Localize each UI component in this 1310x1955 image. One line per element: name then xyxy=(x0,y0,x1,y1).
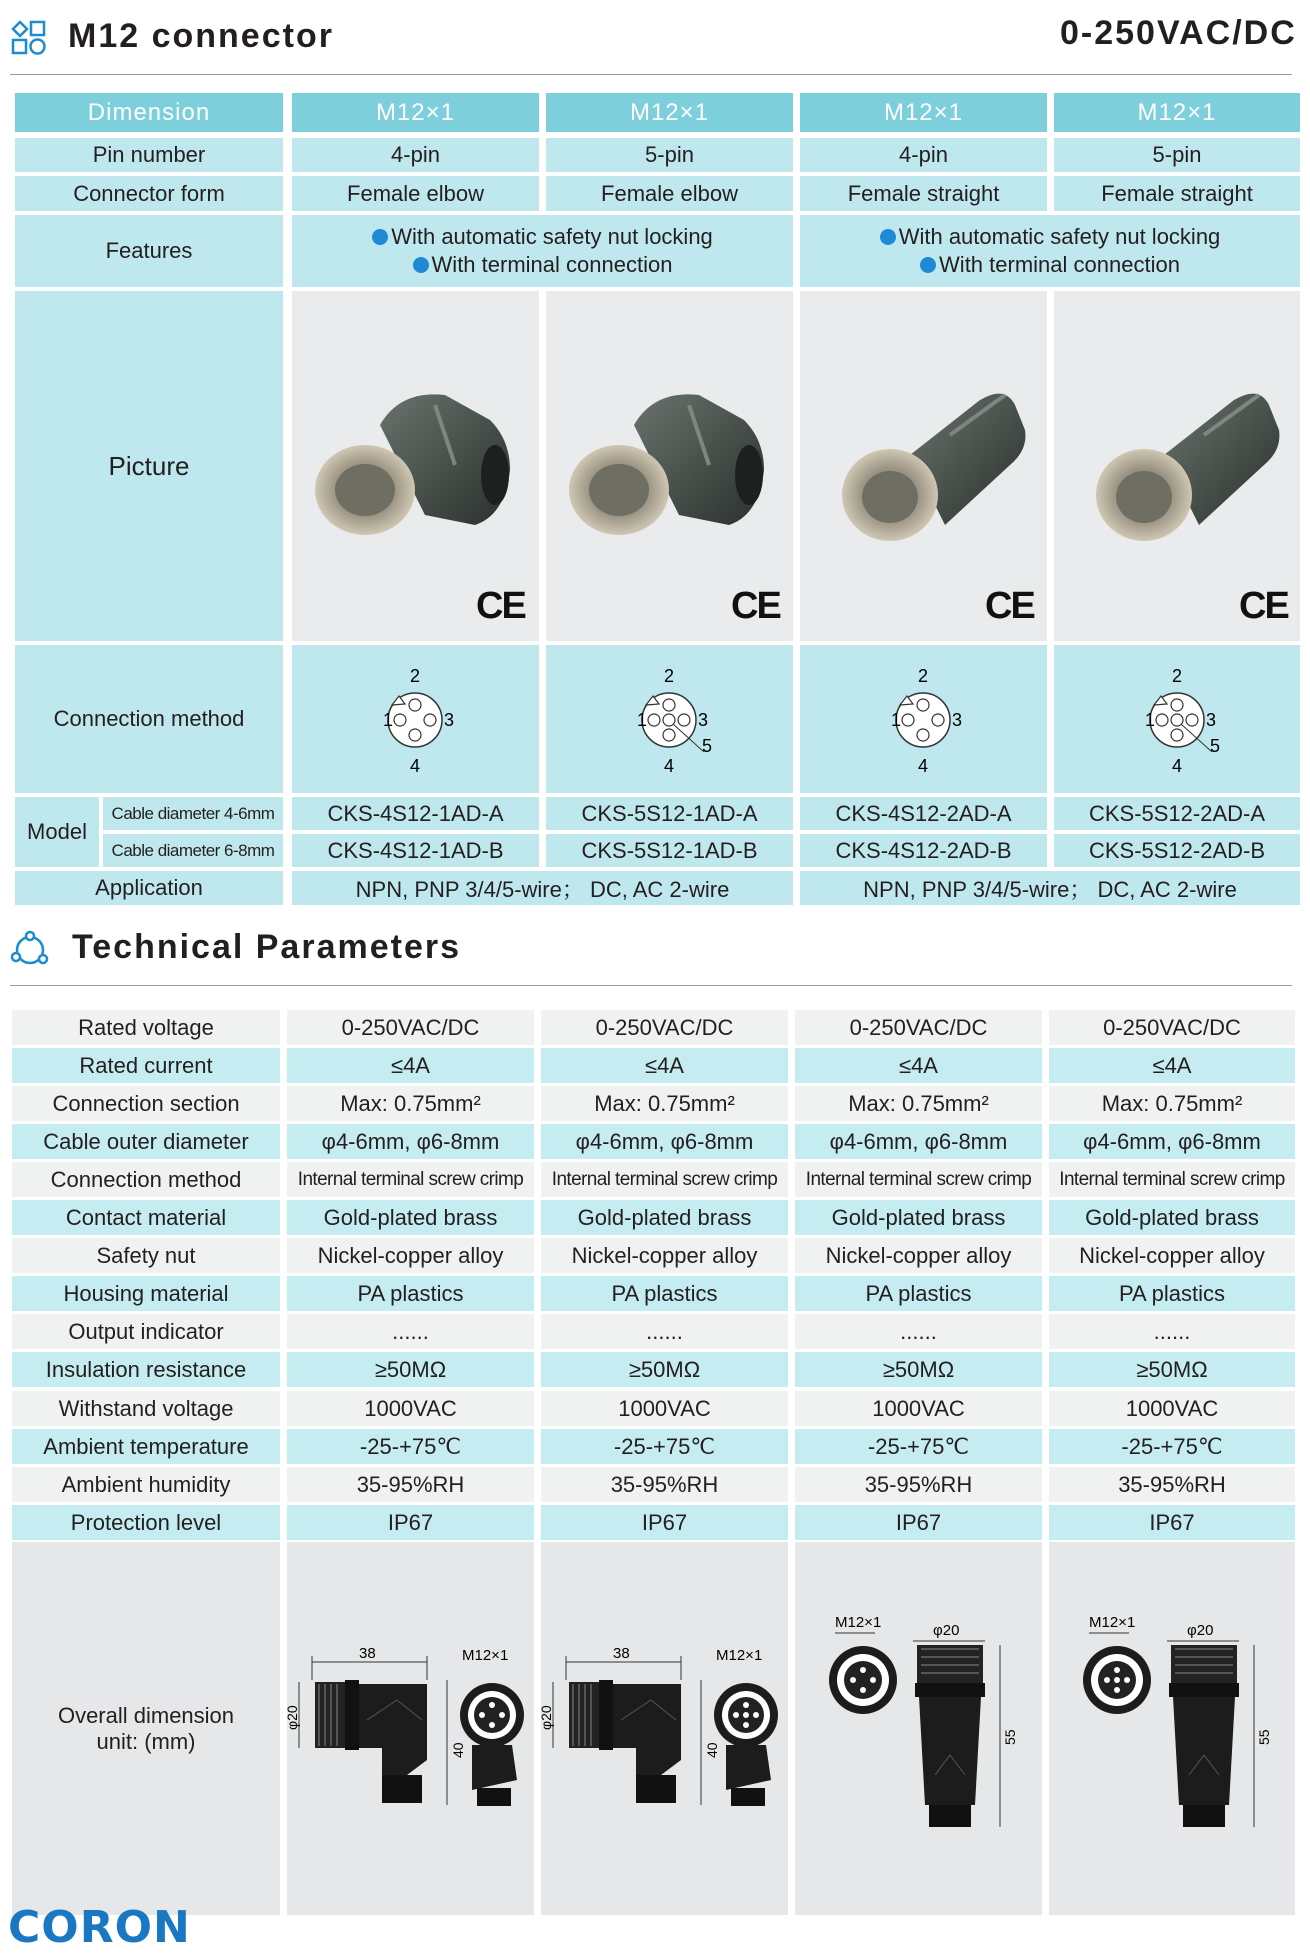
pin-label: 2 xyxy=(664,666,675,686)
param-value: -25-+75℃ xyxy=(287,1429,534,1464)
network-icon xyxy=(10,930,50,970)
param-value: 1000VAC xyxy=(541,1391,788,1426)
svg-text:55: 55 xyxy=(1002,1729,1018,1745)
grid-icon xyxy=(11,20,47,56)
straight-dimension-drawing xyxy=(795,1605,1042,1855)
model-b: CKS-5S12-1AD-B xyxy=(546,834,793,867)
model-a: CKS-5S12-1AD-A xyxy=(546,797,793,830)
pin-number-value: 5-pin xyxy=(546,138,793,172)
model-a: CKS-4S12-1AD-A xyxy=(292,797,539,830)
param-value: φ4-6mm, φ6-8mm xyxy=(795,1124,1042,1159)
svg-text:40: 40 xyxy=(704,1742,720,1758)
param-label: Withstand voltage xyxy=(12,1391,280,1426)
param-label: Housing material xyxy=(12,1276,280,1311)
svg-text:40: 40 xyxy=(450,1742,466,1758)
pin-number-value: 4-pin xyxy=(292,138,539,172)
param-value: Internal terminal screw crimp xyxy=(287,1162,534,1197)
param-value: 0-250VAC/DC xyxy=(1049,1010,1295,1045)
param-value: 35-95%RH xyxy=(541,1467,788,1502)
application-value: NPN, PNP 3/4/5-wire； DC, AC 2-wire xyxy=(800,871,1300,905)
param-value: 0-250VAC/DC xyxy=(287,1010,534,1045)
param-value: 0-250VAC/DC xyxy=(541,1010,788,1045)
straight-connector-photo xyxy=(830,375,1040,555)
svg-text:φ20: φ20 xyxy=(1187,1622,1214,1639)
pin-label: 4 xyxy=(1172,756,1183,776)
pin-label: 5 xyxy=(702,736,713,756)
param-value: 0-250VAC/DC xyxy=(795,1010,1042,1045)
param-value: 1000VAC xyxy=(795,1391,1042,1426)
pin-label: 4 xyxy=(410,756,421,776)
ce-mark: CE xyxy=(985,585,1034,627)
param-label: Insulation resistance xyxy=(12,1352,280,1387)
pin-diagram-5 xyxy=(1117,660,1237,780)
application-label: Application xyxy=(15,871,283,905)
feature-item: With terminal connection xyxy=(413,252,673,278)
dimension-value: M12×1 xyxy=(546,93,793,132)
section-title: M12 connector xyxy=(68,17,334,55)
param-label: Output indicator xyxy=(12,1314,280,1349)
param-value: Internal terminal screw crimp xyxy=(541,1162,788,1197)
param-value: IP67 xyxy=(1049,1505,1295,1540)
param-value: Nickel-copper alloy xyxy=(541,1238,788,1273)
param-value: -25-+75℃ xyxy=(795,1429,1042,1464)
param-value: 35-95%RH xyxy=(795,1467,1042,1502)
features-label: Features xyxy=(15,215,283,287)
param-value: PA plastics xyxy=(1049,1276,1295,1311)
connector-form-value: Female straight xyxy=(1054,176,1300,211)
param-value: -25-+75℃ xyxy=(541,1429,788,1464)
ce-mark: CE xyxy=(1239,585,1288,627)
param-value: ≤4A xyxy=(541,1048,788,1083)
svg-text:φ20: φ20 xyxy=(538,1705,554,1730)
brand-logo: CORON xyxy=(8,1902,191,1953)
straight-connector-photo xyxy=(1084,375,1294,555)
param-value: Gold-plated brass xyxy=(795,1200,1042,1235)
param-value: Internal terminal screw crimp xyxy=(1049,1162,1295,1197)
elbow-dimension-drawing xyxy=(538,1640,788,1820)
pin-number-value: 4-pin xyxy=(800,138,1047,172)
param-value: φ4-6mm, φ6-8mm xyxy=(1049,1124,1295,1159)
param-value: 35-95%RH xyxy=(1049,1467,1295,1502)
param-value: ...... xyxy=(287,1314,534,1349)
dimension-value: M12×1 xyxy=(292,93,539,132)
svg-text:M12×1: M12×1 xyxy=(716,1647,763,1664)
param-value: ...... xyxy=(795,1314,1042,1349)
model-b: CKS-4S12-1AD-B xyxy=(292,834,539,867)
dimension-label-cell: Overall dimension unit: (mm) xyxy=(12,1542,280,1915)
param-value: ≥50MΩ xyxy=(1049,1352,1295,1387)
pin-label: 1 xyxy=(1145,710,1156,730)
param-value: IP67 xyxy=(287,1505,534,1540)
section-title: Technical Parameters xyxy=(72,928,461,966)
param-label: Connection section xyxy=(12,1086,280,1121)
pin-diagram-4 xyxy=(863,660,983,780)
pin-label: 4 xyxy=(918,756,929,776)
pin-label: 3 xyxy=(952,710,963,730)
param-value: φ4-6mm, φ6-8mm xyxy=(287,1124,534,1159)
model-label: Model xyxy=(15,797,99,867)
model-b: CKS-4S12-2AD-B xyxy=(800,834,1047,867)
param-value: ...... xyxy=(1049,1314,1295,1349)
svg-text:φ20: φ20 xyxy=(933,1622,960,1639)
bullet-dot-icon xyxy=(372,229,388,245)
ce-mark: CE xyxy=(476,585,525,627)
param-value: PA plastics xyxy=(287,1276,534,1311)
application-value: NPN, PNP 3/4/5-wire； DC, AC 2-wire xyxy=(292,871,793,905)
connector-form-value: Female straight xyxy=(800,176,1047,211)
pin-label: 3 xyxy=(444,710,455,730)
param-value: IP67 xyxy=(795,1505,1042,1540)
bullet-dot-icon xyxy=(413,257,429,273)
pin-number-value: 5-pin xyxy=(1054,138,1300,172)
param-value: Gold-plated brass xyxy=(287,1200,534,1235)
param-value: 1000VAC xyxy=(1049,1391,1295,1426)
feature-item: With terminal connection xyxy=(920,252,1180,278)
param-value: ≥50MΩ xyxy=(287,1352,534,1387)
param-label: Ambient humidity xyxy=(12,1467,280,1502)
svg-text:38: 38 xyxy=(613,1645,630,1662)
pin-label: 2 xyxy=(410,666,421,686)
bullet-dot-icon xyxy=(920,257,936,273)
param-value: Gold-plated brass xyxy=(541,1200,788,1235)
param-value: ≤4A xyxy=(795,1048,1042,1083)
param-value: Internal terminal screw crimp xyxy=(795,1162,1042,1197)
picture-label: Picture xyxy=(15,291,283,641)
param-value: Max: 0.75mm² xyxy=(287,1086,534,1121)
pin-label: 1 xyxy=(637,710,648,730)
model-a: CKS-4S12-2AD-A xyxy=(800,797,1047,830)
dimension-value: M12×1 xyxy=(800,93,1047,132)
param-value: ≥50MΩ xyxy=(795,1352,1042,1387)
elbow-connector-photo xyxy=(305,375,525,555)
param-value: IP67 xyxy=(541,1505,788,1540)
param-value: PA plastics xyxy=(541,1276,788,1311)
param-label: Rated voltage xyxy=(12,1010,280,1045)
param-label: Contact material xyxy=(12,1200,280,1235)
param-value: Nickel-copper alloy xyxy=(1049,1238,1295,1273)
param-value: Nickel-copper alloy xyxy=(287,1238,534,1273)
pin-label: 2 xyxy=(918,666,929,686)
model-sub-label: Cable diameter 6-8mm xyxy=(103,834,283,867)
param-label: Protection level xyxy=(12,1505,280,1540)
pin-number-label: Pin number xyxy=(15,138,283,172)
elbow-connector-photo xyxy=(559,375,779,555)
voltage-title: 0-250VAC/DC xyxy=(1060,14,1297,52)
param-value: Max: 0.75mm² xyxy=(1049,1086,1295,1121)
ce-mark: CE xyxy=(731,585,780,627)
pin-label: 3 xyxy=(698,710,709,730)
svg-text:38: 38 xyxy=(359,1645,376,1662)
pin-diagram-4 xyxy=(355,660,475,780)
features-group-elbow xyxy=(292,215,793,287)
pin-label: 3 xyxy=(1206,710,1217,730)
model-b: CKS-5S12-2AD-B xyxy=(1054,834,1300,867)
divider xyxy=(10,985,1292,986)
model-a: CKS-5S12-2AD-A xyxy=(1054,797,1300,830)
pin-label: 1 xyxy=(383,710,394,730)
dimension-value: M12×1 xyxy=(1054,93,1300,132)
pin-diagram-5 xyxy=(609,660,729,780)
connector-form-label: Connector form xyxy=(15,176,283,211)
straight-dimension-drawing xyxy=(1049,1605,1296,1855)
svg-text:φ20: φ20 xyxy=(284,1705,300,1730)
feature-item: With automatic safety nut locking xyxy=(372,224,713,250)
divider xyxy=(10,74,1292,75)
pin-label: 1 xyxy=(891,710,902,730)
param-value: ≤4A xyxy=(287,1048,534,1083)
param-value: -25-+75℃ xyxy=(1049,1429,1295,1464)
svg-text:55: 55 xyxy=(1256,1729,1272,1745)
pin-label: 4 xyxy=(664,756,675,776)
param-label: Connection method xyxy=(12,1162,280,1197)
svg-text:M12×1: M12×1 xyxy=(835,1614,882,1631)
param-value: Max: 0.75mm² xyxy=(541,1086,788,1121)
param-value: PA plastics xyxy=(795,1276,1042,1311)
param-label: Rated current xyxy=(12,1048,280,1083)
elbow-dimension-drawing xyxy=(284,1640,534,1820)
param-value: ≤4A xyxy=(1049,1048,1295,1083)
param-label: Cable outer diameter xyxy=(12,1124,280,1159)
connector-form-value: Female elbow xyxy=(292,176,539,211)
param-label: Ambient temperature xyxy=(12,1429,280,1464)
features-group-straight xyxy=(800,215,1300,287)
connection-method-label: Connection method xyxy=(15,645,283,793)
param-value: Gold-plated brass xyxy=(1049,1200,1295,1235)
pin-label: 5 xyxy=(1210,736,1221,756)
bullet-dot-icon xyxy=(880,229,896,245)
svg-text:M12×1: M12×1 xyxy=(1089,1614,1136,1631)
dimension-label: Dimension xyxy=(15,93,283,132)
pin-label: 2 xyxy=(1172,666,1183,686)
svg-text:M12×1: M12×1 xyxy=(462,1647,509,1664)
param-value: 1000VAC xyxy=(287,1391,534,1426)
param-value: Nickel-copper alloy xyxy=(795,1238,1042,1273)
param-value: ...... xyxy=(541,1314,788,1349)
param-value: ≥50MΩ xyxy=(541,1352,788,1387)
param-value: Max: 0.75mm² xyxy=(795,1086,1042,1121)
model-sub-label: Cable diameter 4-6mm xyxy=(103,797,283,830)
connector-form-value: Female elbow xyxy=(546,176,793,211)
param-value: 35-95%RH xyxy=(287,1467,534,1502)
param-label: Safety nut xyxy=(12,1238,280,1273)
feature-item: With automatic safety nut locking xyxy=(880,224,1221,250)
param-value: φ4-6mm, φ6-8mm xyxy=(541,1124,788,1159)
